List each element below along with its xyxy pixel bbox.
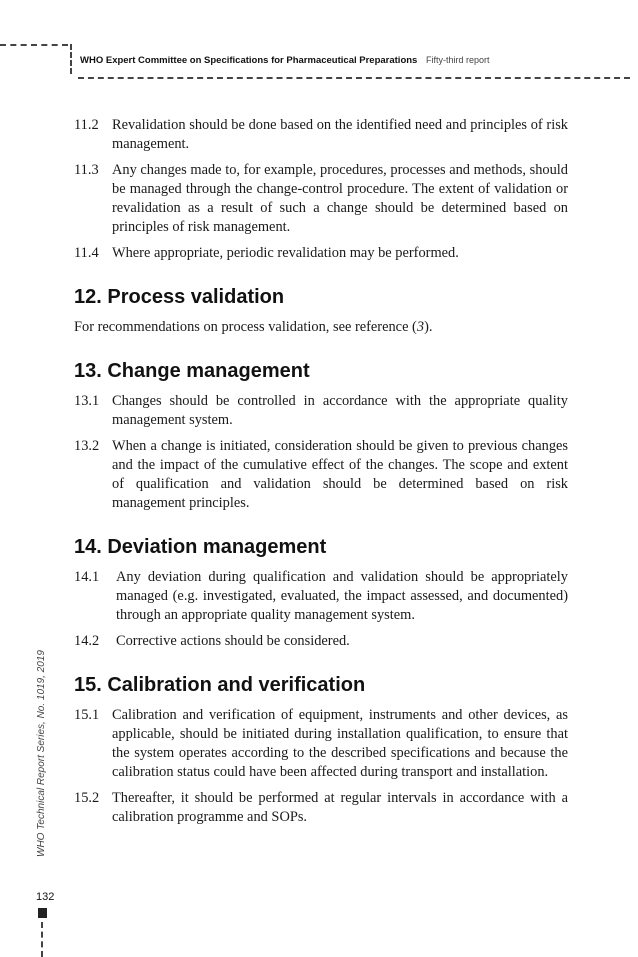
clause-11-4: [74, 244, 568, 263]
section-12-paragraph: [74, 318, 568, 337]
clause-number: 11.4: [74, 245, 99, 261]
clause-11-2: [74, 116, 568, 154]
clause-text: Corrective actions should be considered.: [116, 633, 350, 649]
clause-14-2: [74, 632, 568, 651]
clause-number: 15.1: [74, 707, 100, 723]
reference-number: 3: [416, 319, 425, 335]
clause-number: 13.1: [74, 393, 100, 409]
page-number: 132: [36, 891, 55, 903]
clause-14-1: [74, 568, 568, 625]
clause-11-3: [74, 161, 568, 237]
running-header-subtitle: Fifty-third report: [425, 55, 490, 65]
header-dash-rule: [78, 77, 630, 79]
page-marker-block: [38, 908, 47, 918]
running-header: [80, 55, 490, 66]
clause-number: 13.2: [74, 438, 100, 454]
clause-text: Any deviation during qualification and validation should be appropriately managed (e.g. investigated, evaluated, the impact assessed, and documented) through an appropriate quality management system.: [116, 569, 568, 623]
clause-text: Any changes made to, for example, procedures, processes and methods, should be managed through the change-control procedure. The extent of validation or revalidation as a result of such a change should be determined based on principles of risk management.: [112, 162, 568, 235]
header-dash-left: [0, 44, 68, 46]
clause-text: Changes should be controlled in accordance with the appropriate quality management system.: [112, 393, 568, 428]
clause-number: 15.2: [74, 790, 100, 806]
clause-text: Calibration and verification of equipment, instruments and other devices, as applicable, should be initiated during installation qualification, to ensure that the system operates according to the described specifications and because the calibration status could have been affected during transport and installation.: [112, 707, 568, 780]
section-heading-13: 13. Change management: [74, 360, 310, 382]
series-sidebar-label: WHO Technical Report Series, No. 1019, 2019: [36, 650, 47, 857]
section-heading-12: 12. Process validation: [74, 286, 285, 308]
running-header-title: WHO Expert Committee on Specifications for Pharmaceutical Preparations: [80, 55, 418, 66]
clause-text: Thereafter, it should be performed at regular intervals in accordance with a calibration programme and SOPs.: [112, 790, 568, 825]
section-heading-15: 15. Calibration and verification: [74, 674, 366, 696]
section-heading-14: 14. Deviation management: [74, 536, 327, 558]
clause-13-2: [74, 437, 568, 513]
clause-number: 14.2: [74, 633, 100, 649]
header-dash-vertical: [70, 44, 72, 74]
clause-number: 14.1: [74, 569, 100, 585]
clause-15-1: [74, 706, 568, 782]
clause-number: 11.2: [74, 117, 99, 133]
footer-dash-vertical: [41, 922, 43, 957]
paragraph-text-end: ).: [424, 319, 433, 335]
clause-15-2: [74, 789, 568, 827]
paragraph-text: For recommendations on process validation, see reference (: [74, 319, 417, 335]
clause-text: Where appropriate, periodic revalidation may be performed.: [112, 245, 459, 261]
clause-text: When a change is initiated, consideration should be given to previous changes and the impact of the cumulative effect of the changes. The scope and extent of qualification and validation should be determined based on risk management principles.: [112, 438, 568, 511]
clause-number: 11.3: [74, 162, 99, 178]
clause-text: Revalidation should be done based on the identified need and principles of risk management.: [112, 117, 568, 152]
page-body: [74, 116, 568, 834]
clause-13-1: [74, 392, 568, 430]
